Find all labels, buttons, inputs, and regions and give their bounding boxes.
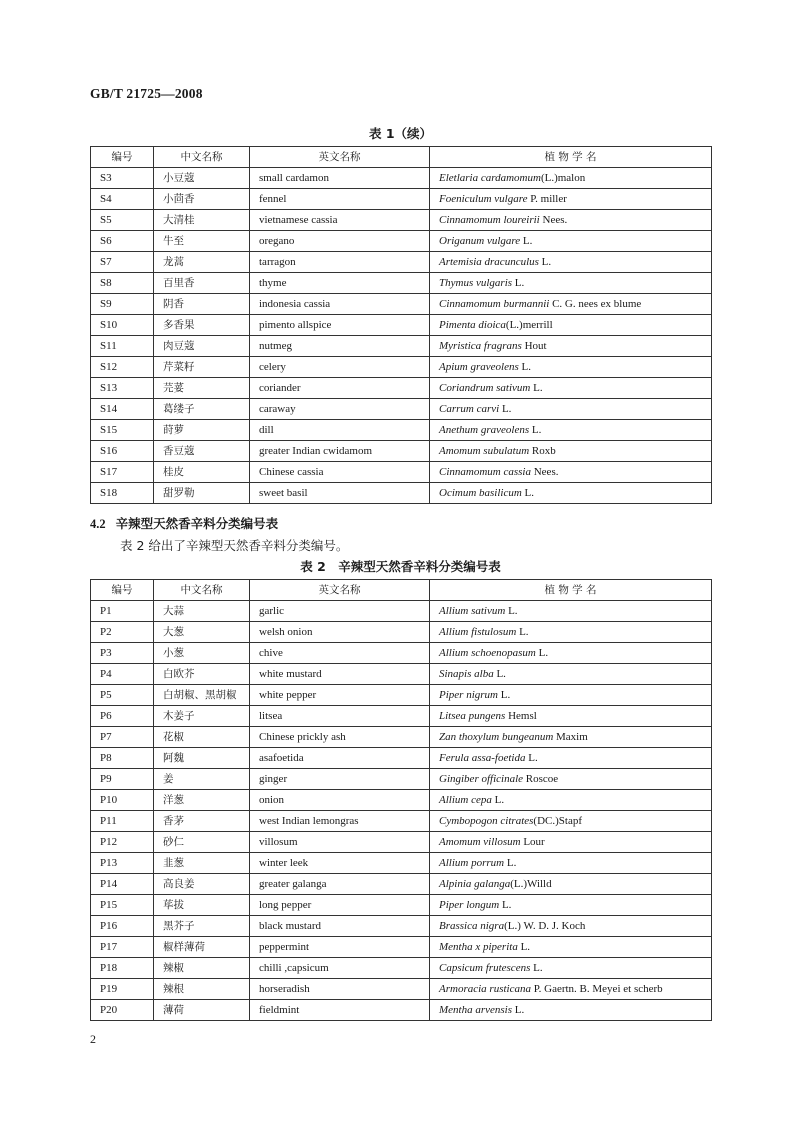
table1 xyxy=(90,146,712,504)
cell-chinese-name: 花椒 xyxy=(154,727,250,748)
cell-english-name: small cardamon xyxy=(250,168,430,189)
botanical-genus-species: Ferula assa-foetida xyxy=(439,752,526,764)
cell-english-name: fennel xyxy=(250,189,430,210)
cell-code: P15 xyxy=(91,895,154,916)
botanical-genus-species: Litsea pungens xyxy=(439,710,506,722)
cell-botanical-name xyxy=(430,727,712,748)
cell-chinese-name: 姜 xyxy=(154,769,250,790)
botanical-authority: L. xyxy=(499,899,512,911)
header-code: 编号 xyxy=(91,147,154,168)
section-paragraph: 表 2 给出了辛辣型天然香辛料分类编号。 xyxy=(120,538,349,553)
botanical-authority: (L.)Willd xyxy=(510,878,552,890)
table-row xyxy=(91,441,712,462)
table1-body xyxy=(91,168,712,504)
cell-code: P12 xyxy=(91,832,154,853)
table-row xyxy=(91,168,712,189)
cell-botanical-name xyxy=(430,706,712,727)
botanical-genus-species: Apium graveolens xyxy=(439,361,519,373)
cell-english-name: ginger xyxy=(250,769,430,790)
document-code: GB/T 21725—2008 xyxy=(90,86,203,101)
cell-botanical-name xyxy=(430,315,712,336)
table-row xyxy=(91,979,712,1000)
cell-code: S4 xyxy=(91,189,154,210)
botanical-authority: L. xyxy=(520,235,533,247)
table-row xyxy=(91,706,712,727)
table-row xyxy=(91,748,712,769)
cell-english-name: sweet basil xyxy=(250,483,430,504)
botanical-authority: Nees. xyxy=(539,214,568,226)
table-row xyxy=(91,685,712,706)
table-row xyxy=(91,189,712,210)
cell-english-name: nutmeg xyxy=(250,336,430,357)
cell-botanical-name xyxy=(430,273,712,294)
cell-code: P2 xyxy=(91,622,154,643)
cell-code: S13 xyxy=(91,378,154,399)
cell-botanical-name xyxy=(430,769,712,790)
cell-code: P6 xyxy=(91,706,154,727)
botanical-genus-species: Allium porrum xyxy=(439,857,505,869)
cell-english-name: oregano xyxy=(250,231,430,252)
page-number: 2 xyxy=(90,1032,96,1046)
cell-english-name: onion xyxy=(250,790,430,811)
cell-botanical-name xyxy=(430,874,712,895)
cell-chinese-name: 芫荽 xyxy=(154,378,250,399)
cell-botanical-name xyxy=(430,811,712,832)
header-english-name: 英文名称 xyxy=(250,147,430,168)
cell-code: P20 xyxy=(91,1000,154,1021)
cell-chinese-name: 白胡椒、黑胡椒 xyxy=(154,685,250,706)
cell-chinese-name: 小葱 xyxy=(154,643,250,664)
cell-code: P17 xyxy=(91,937,154,958)
cell-chinese-name: 龙蒿 xyxy=(154,252,250,273)
table-row xyxy=(91,937,712,958)
cell-english-name: asafoetida xyxy=(250,748,430,769)
cell-chinese-name: 小豆蔻 xyxy=(154,168,250,189)
cell-botanical-name xyxy=(430,622,712,643)
botanical-authority: Roscoe xyxy=(523,773,559,785)
table-row xyxy=(91,483,712,504)
table-row xyxy=(91,727,712,748)
cell-english-name: winter leek xyxy=(250,853,430,874)
header-botanical-name: 植 物 学 名 xyxy=(430,147,712,168)
botanical-authority: (DC.)Stapf xyxy=(533,815,582,827)
cell-english-name: litsea xyxy=(250,706,430,727)
cell-english-name: pimento allspice xyxy=(250,315,430,336)
table-row xyxy=(91,1000,712,1021)
botanical-genus-species: Allium fistulosum xyxy=(439,626,517,638)
botanical-genus-species: Zan thoxylum bungeanum xyxy=(439,731,554,743)
botanical-authority: Roxb xyxy=(529,445,556,457)
table1-header-row xyxy=(91,147,712,168)
header-english-name: 英文名称 xyxy=(250,580,430,601)
cell-chinese-name: 黑芥子 xyxy=(154,916,250,937)
botanical-genus-species: Mentha arvensis xyxy=(439,1004,513,1016)
cell-english-name: chilli ,capsicum xyxy=(250,958,430,979)
botanical-authority: L. xyxy=(518,361,531,373)
cell-chinese-name: 阿魏 xyxy=(154,748,250,769)
cell-chinese-name: 辣椒 xyxy=(154,958,250,979)
cell-english-name: black mustard xyxy=(250,916,430,937)
botanical-genus-species: Amomum villosum xyxy=(439,836,521,848)
cell-code: P7 xyxy=(91,727,154,748)
botanical-genus-species: Amomum subulatum xyxy=(439,445,530,457)
botanical-authority: Nees. xyxy=(530,466,559,478)
header-chinese-name: 中文名称 xyxy=(154,147,250,168)
cell-code: S16 xyxy=(91,441,154,462)
botanical-genus-species: Piper nigrum xyxy=(439,689,498,701)
botanical-genus-species: Allium cepa xyxy=(439,794,492,806)
cell-chinese-name: 砂仁 xyxy=(154,832,250,853)
cell-chinese-name: 韭葱 xyxy=(154,853,250,874)
cell-botanical-name xyxy=(430,441,712,462)
cell-botanical-name xyxy=(430,664,712,685)
cell-chinese-name: 多香果 xyxy=(154,315,250,336)
table-row xyxy=(91,252,712,273)
table1-caption: 表 1（续） xyxy=(368,126,433,141)
cell-botanical-name xyxy=(430,979,712,1000)
cell-code: P1 xyxy=(91,601,154,622)
botanical-authority: L. xyxy=(529,424,542,436)
cell-english-name: villosum xyxy=(250,832,430,853)
cell-english-name: thyme xyxy=(250,273,430,294)
cell-chinese-name: 薄荷 xyxy=(154,1000,250,1021)
cell-english-name: greater Indian cwidamom xyxy=(250,441,430,462)
botanical-authority: L. xyxy=(505,605,518,617)
botanical-genus-species: Eletlaria cardamomum xyxy=(439,172,541,184)
botanical-authority: Maxim xyxy=(553,731,588,743)
botanical-authority: L. xyxy=(499,403,512,415)
cell-english-name: tarragon xyxy=(250,252,430,273)
botanical-genus-species: Foeniculum vulgare xyxy=(439,193,528,205)
cell-code: S17 xyxy=(91,462,154,483)
cell-code: P8 xyxy=(91,748,154,769)
cell-botanical-name xyxy=(430,895,712,916)
botanical-genus-species: Cymbopogon citrates xyxy=(439,815,534,827)
cell-botanical-name xyxy=(430,357,712,378)
table2-header-row xyxy=(91,580,712,601)
cell-botanical-name xyxy=(430,294,712,315)
cell-botanical-name xyxy=(430,420,712,441)
cell-english-name: dill xyxy=(250,420,430,441)
cell-chinese-name: 椒样薄荷 xyxy=(154,937,250,958)
table-row xyxy=(91,294,712,315)
cell-code: S5 xyxy=(91,210,154,231)
cell-code: S18 xyxy=(91,483,154,504)
botanical-genus-species: Armoracia rusticana xyxy=(439,983,531,995)
cell-code: P16 xyxy=(91,916,154,937)
botanical-genus-species: Pimenta dioica xyxy=(439,319,506,331)
botanical-authority: L. xyxy=(512,277,525,289)
cell-botanical-name xyxy=(430,252,712,273)
table2-body xyxy=(91,601,712,1021)
cell-code: S10 xyxy=(91,315,154,336)
cell-chinese-name: 荜拔 xyxy=(154,895,250,916)
cell-code: S3 xyxy=(91,168,154,189)
botanical-authority: L. xyxy=(535,647,549,659)
cell-botanical-name xyxy=(430,378,712,399)
table-row xyxy=(91,853,712,874)
botanical-authority: P. miller xyxy=(527,193,567,205)
botanical-authority: L. xyxy=(530,962,543,974)
table-row xyxy=(91,378,712,399)
cell-chinese-name: 甜罗勒 xyxy=(154,483,250,504)
botanical-authority: C. G. nees ex blume xyxy=(549,298,642,310)
cell-chinese-name: 牛至 xyxy=(154,231,250,252)
botanical-genus-species: Alpinia galanga xyxy=(439,878,511,890)
botanical-genus-species: Thymus vulgaris xyxy=(439,277,513,289)
cell-english-name: fieldmint xyxy=(250,1000,430,1021)
cell-english-name: celery xyxy=(250,357,430,378)
botanical-authority: L. xyxy=(512,1004,525,1016)
botanical-authority: L. xyxy=(491,794,505,806)
cell-chinese-name: 桂皮 xyxy=(154,462,250,483)
cell-chinese-name: 芹菜籽 xyxy=(154,357,250,378)
botanical-authority: P. Gaertn. B. Meyei et scherb xyxy=(530,983,663,995)
cell-english-name: vietnamese cassia xyxy=(250,210,430,231)
cell-botanical-name xyxy=(430,189,712,210)
botanical-authority: Hout xyxy=(521,340,547,352)
botanical-genus-species: Origanum vulgare xyxy=(439,235,521,247)
cell-english-name: west Indian lemongras xyxy=(250,811,430,832)
cell-botanical-name xyxy=(430,399,712,420)
table-row xyxy=(91,874,712,895)
botanical-genus-species: Gingiber officinale xyxy=(439,773,524,785)
table-row xyxy=(91,210,712,231)
table-row xyxy=(91,790,712,811)
cell-chinese-name: 肉豆蔻 xyxy=(154,336,250,357)
cell-chinese-name: 大蒜 xyxy=(154,601,250,622)
cell-botanical-name xyxy=(430,643,712,664)
cell-botanical-name xyxy=(430,832,712,853)
cell-code: S14 xyxy=(91,399,154,420)
cell-code: P14 xyxy=(91,874,154,895)
cell-botanical-name xyxy=(430,168,712,189)
cell-english-name: greater galanga xyxy=(250,874,430,895)
table2 xyxy=(90,579,712,1021)
cell-chinese-name: 高良姜 xyxy=(154,874,250,895)
cell-code: P3 xyxy=(91,643,154,664)
botanical-genus-species: Cinnamomum loureirii xyxy=(439,214,540,226)
cell-botanical-name xyxy=(430,601,712,622)
cell-chinese-name: 香豆蔻 xyxy=(154,441,250,462)
botanical-authority: L. xyxy=(516,626,529,638)
botanical-genus-species: Myristica fragrans xyxy=(439,340,522,352)
botanical-authority: L. xyxy=(521,487,535,499)
cell-code: S12 xyxy=(91,357,154,378)
botanical-authority: L. xyxy=(517,941,531,953)
table-row xyxy=(91,622,712,643)
table-row xyxy=(91,811,712,832)
cell-code: P11 xyxy=(91,811,154,832)
table-row xyxy=(91,769,712,790)
botanical-genus-species: Piper longum xyxy=(439,899,500,911)
cell-code: P10 xyxy=(91,790,154,811)
cell-chinese-name: 阴香 xyxy=(154,294,250,315)
table-row xyxy=(91,895,712,916)
cell-botanical-name xyxy=(430,685,712,706)
botanical-genus-species: Artemisia dracunculus xyxy=(439,256,539,268)
botanical-genus-species: Sinapis alba xyxy=(439,668,494,680)
botanical-genus-species: Coriandrum sativum xyxy=(439,382,531,394)
section-heading xyxy=(90,514,278,532)
cell-chinese-name: 洋葱 xyxy=(154,790,250,811)
cell-chinese-name: 莳萝 xyxy=(154,420,250,441)
cell-code: P18 xyxy=(91,958,154,979)
cell-chinese-name: 香茅 xyxy=(154,811,250,832)
table-row xyxy=(91,231,712,252)
cell-english-name: peppermint xyxy=(250,937,430,958)
botanical-genus-species: Capsicum frutescens xyxy=(439,962,531,974)
table-row xyxy=(91,420,712,441)
section-title: 辛辣型天然香辛料分类编号表 xyxy=(115,516,279,531)
cell-botanical-name xyxy=(430,210,712,231)
table-row xyxy=(91,832,712,853)
header-code: 编号 xyxy=(91,580,154,601)
cell-code: P13 xyxy=(91,853,154,874)
cell-english-name: horseradish xyxy=(250,979,430,1000)
cell-chinese-name: 大清桂 xyxy=(154,210,250,231)
cell-english-name: Chinese cassia xyxy=(250,462,430,483)
botanical-authority: L. xyxy=(504,857,517,869)
table-row xyxy=(91,462,712,483)
cell-chinese-name: 葛缕子 xyxy=(154,399,250,420)
botanical-authority: (L.)malon xyxy=(540,172,586,184)
botanical-genus-species: Brassica nigra xyxy=(439,920,505,932)
botanical-authority: (L.) W. D. J. Koch xyxy=(504,920,586,932)
cell-botanical-name xyxy=(430,336,712,357)
cell-english-name: coriander xyxy=(250,378,430,399)
cell-botanical-name xyxy=(430,231,712,252)
cell-code: P4 xyxy=(91,664,154,685)
cell-botanical-name xyxy=(430,916,712,937)
cell-code: S11 xyxy=(91,336,154,357)
cell-botanical-name xyxy=(430,853,712,874)
table-row xyxy=(91,958,712,979)
botanical-authority: L. xyxy=(493,668,506,680)
botanical-genus-species: Allium sativum xyxy=(439,605,506,617)
botanical-genus-species: Allium schoenopasum xyxy=(439,647,536,659)
table-row xyxy=(91,664,712,685)
header-chinese-name: 中文名称 xyxy=(154,580,250,601)
cell-botanical-name xyxy=(430,958,712,979)
cell-english-name: chive xyxy=(250,643,430,664)
botanical-genus-species: Anethum graveolens xyxy=(439,424,530,436)
cell-chinese-name: 小茴香 xyxy=(154,189,250,210)
cell-chinese-name: 木姜子 xyxy=(154,706,250,727)
cell-english-name: indonesia cassia xyxy=(250,294,430,315)
botanical-genus-species: Carrum carvi xyxy=(439,403,500,415)
cell-english-name: caraway xyxy=(250,399,430,420)
botanical-authority: Lour xyxy=(520,836,545,848)
cell-english-name: Chinese prickly ash xyxy=(250,727,430,748)
cell-chinese-name: 辣根 xyxy=(154,979,250,1000)
cell-code: P19 xyxy=(91,979,154,1000)
table-row xyxy=(91,601,712,622)
botanical-authority: Hemsl xyxy=(505,710,537,722)
botanical-authority: L. xyxy=(538,256,552,268)
table-row xyxy=(91,357,712,378)
cell-english-name: welsh onion xyxy=(250,622,430,643)
cell-botanical-name xyxy=(430,462,712,483)
cell-code: S9 xyxy=(91,294,154,315)
cell-english-name: white mustard xyxy=(250,664,430,685)
cell-code: P9 xyxy=(91,769,154,790)
table-row xyxy=(91,399,712,420)
cell-chinese-name: 大葱 xyxy=(154,622,250,643)
table-row xyxy=(91,273,712,294)
botanical-authority: L. xyxy=(497,689,511,701)
botanical-authority: (L.)merrill xyxy=(505,319,553,331)
cell-code: S8 xyxy=(91,273,154,294)
botanical-genus-species: Mentha x piperita xyxy=(439,941,518,953)
table-row xyxy=(91,336,712,357)
header-botanical-name: 植 物 学 名 xyxy=(430,580,712,601)
cell-code: S7 xyxy=(91,252,154,273)
cell-chinese-name: 百里香 xyxy=(154,273,250,294)
table2-caption: 表 2 辛辣型天然香辛料分类编号表 xyxy=(300,559,501,574)
botanical-authority: L. xyxy=(525,752,538,764)
cell-botanical-name xyxy=(430,937,712,958)
cell-english-name: long pepper xyxy=(250,895,430,916)
table-row xyxy=(91,916,712,937)
botanical-genus-species: Cinnamomum cassia xyxy=(439,466,531,478)
cell-code: S6 xyxy=(91,231,154,252)
cell-code: P5 xyxy=(91,685,154,706)
cell-chinese-name: 白欧芥 xyxy=(154,664,250,685)
cell-code: S15 xyxy=(91,420,154,441)
cell-botanical-name xyxy=(430,790,712,811)
cell-botanical-name xyxy=(430,1000,712,1021)
cell-botanical-name xyxy=(430,748,712,769)
table-row xyxy=(91,315,712,336)
cell-botanical-name xyxy=(430,483,712,504)
table-row xyxy=(91,643,712,664)
botanical-authority: L. xyxy=(530,382,543,394)
botanical-genus-species: Ocimum basilicum xyxy=(439,487,522,499)
cell-english-name: garlic xyxy=(250,601,430,622)
section-number: 4.2 xyxy=(90,517,106,531)
botanical-genus-species: Cinnamomum burmannii xyxy=(439,298,550,310)
cell-english-name: white pepper xyxy=(250,685,430,706)
